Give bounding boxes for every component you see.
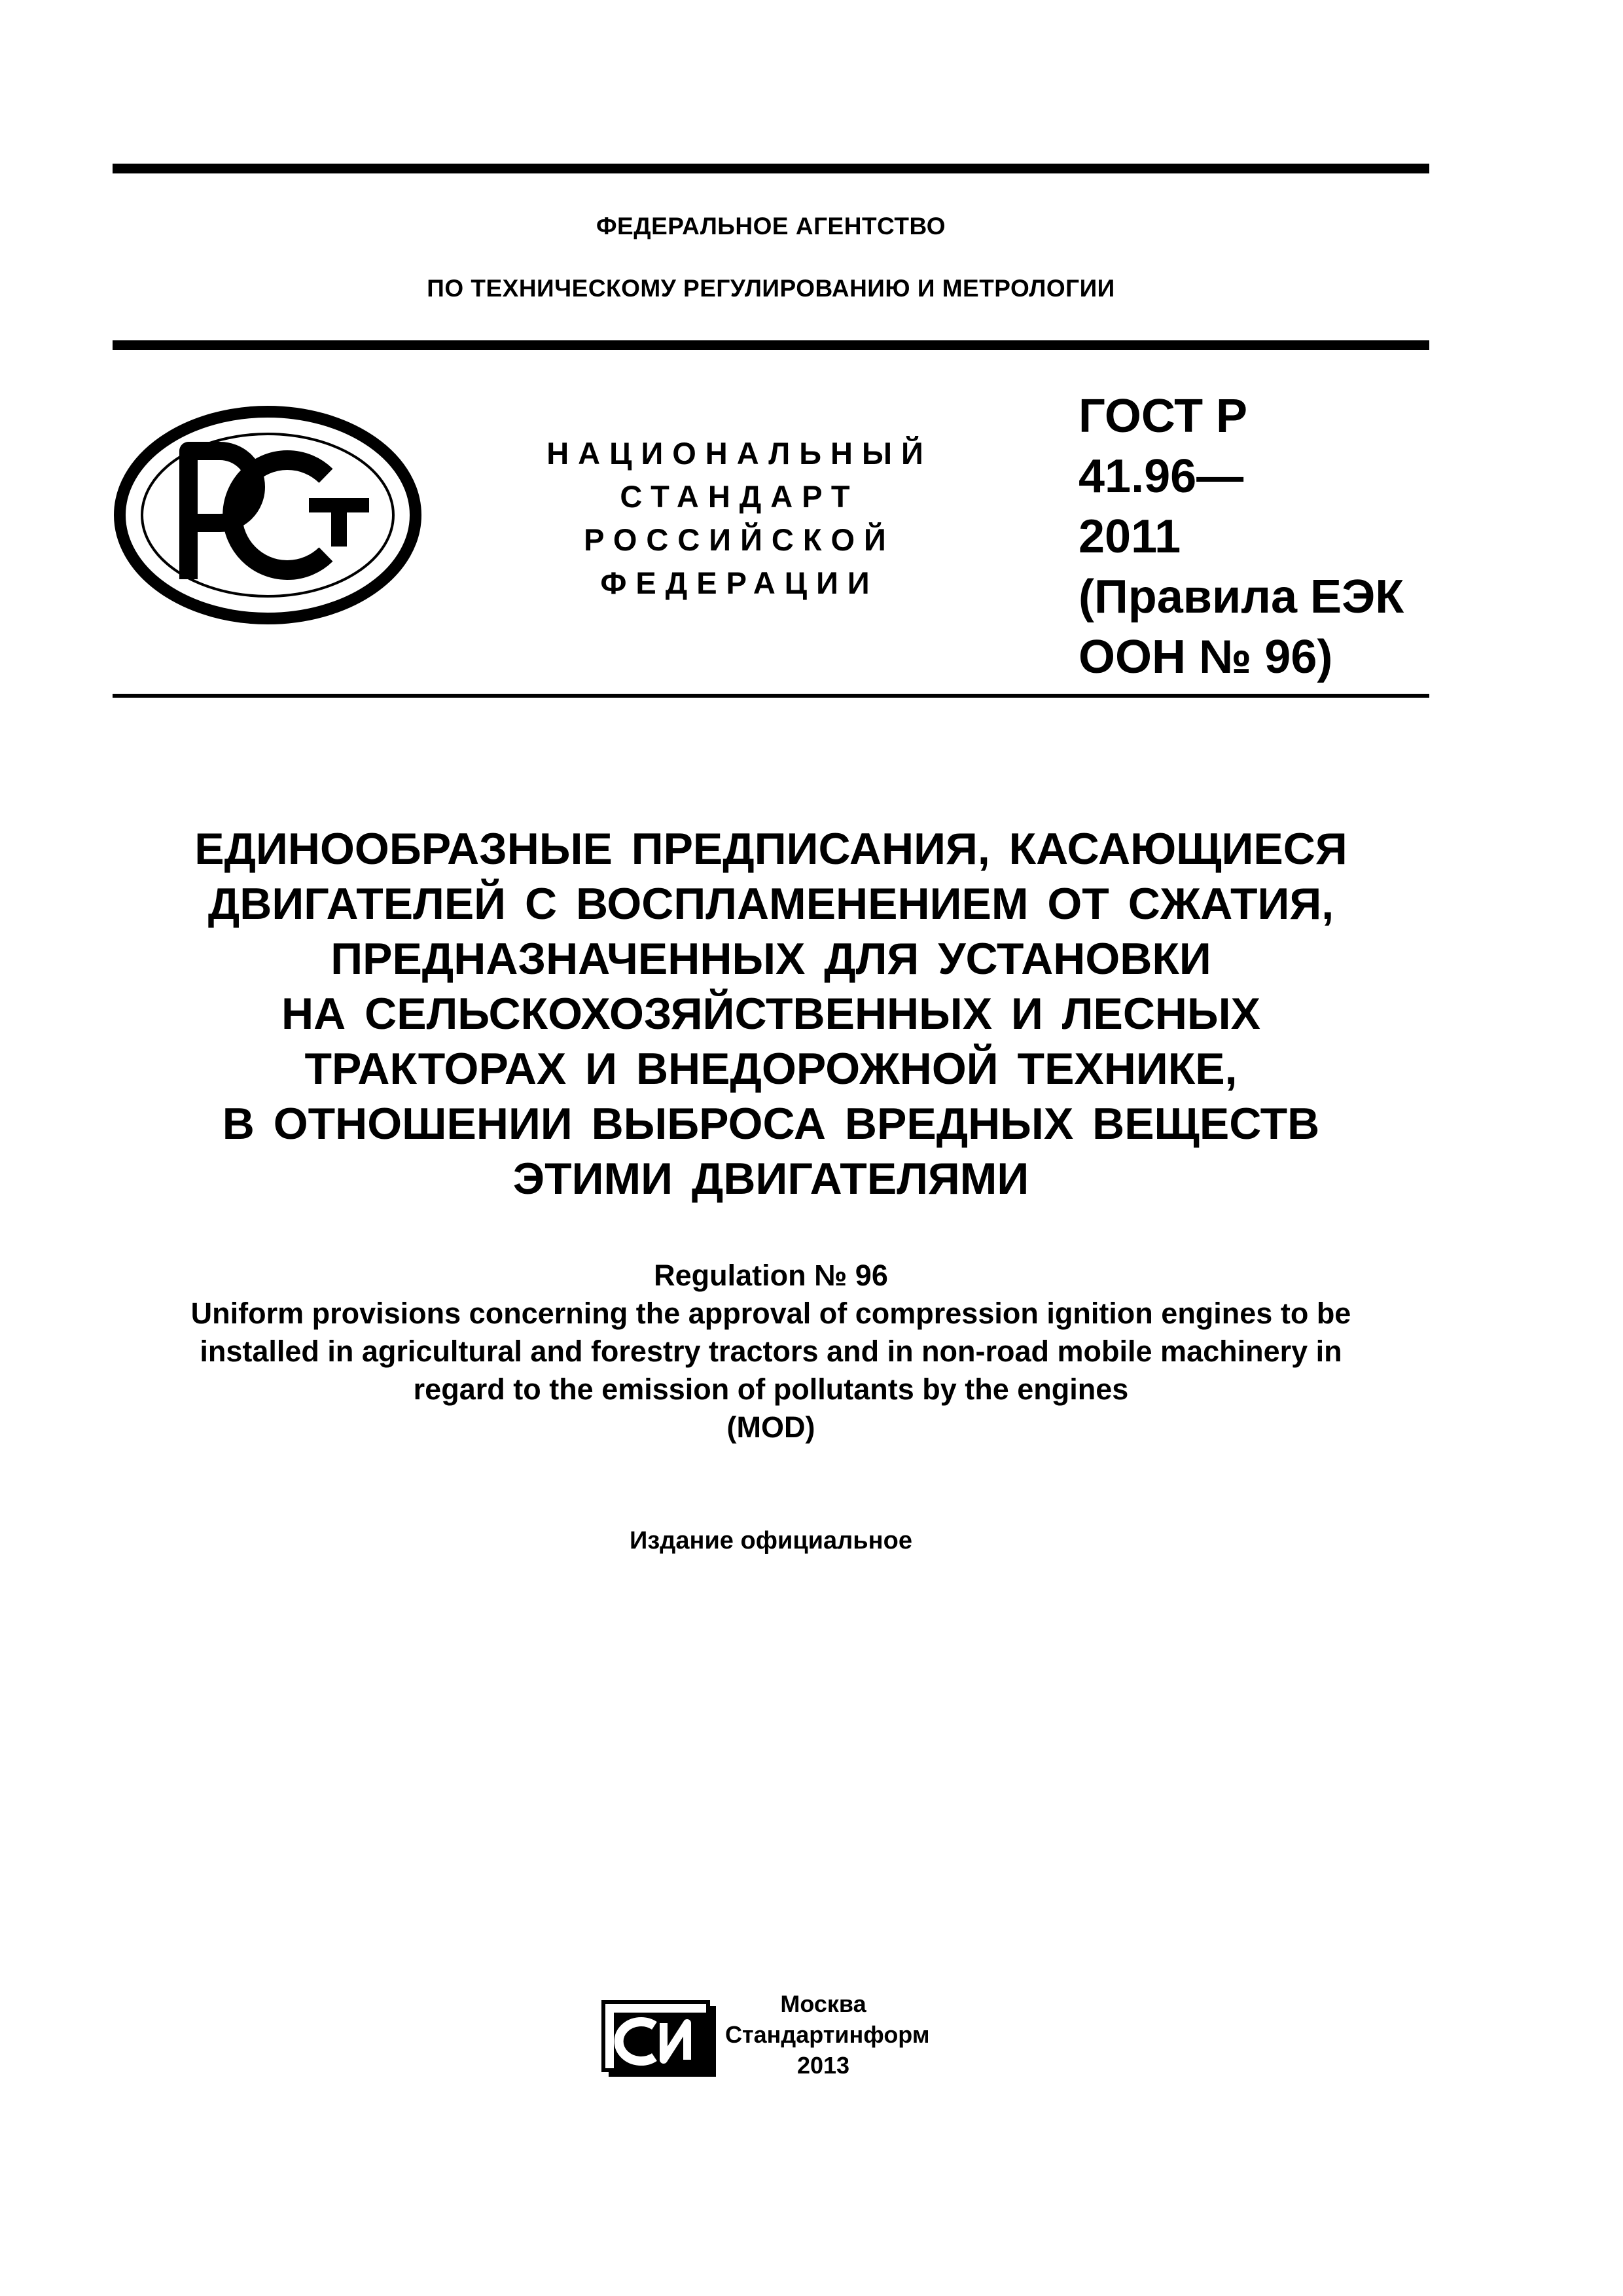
title-ru-line: В ОТНОШЕНИИ ВЫБРОСА ВРЕДНЫХ ВЕЩЕСТВ bbox=[222, 1099, 1320, 1149]
title-en-line: installed in agricultural and forestry tractors and in non-road mobile machinery in bbox=[200, 1335, 1342, 1368]
designation-line: ГОСТ Р bbox=[1079, 390, 1248, 442]
standartinform-logo-icon bbox=[601, 2000, 719, 2083]
header-rule bbox=[113, 340, 1429, 350]
title-ru-line: ПРЕДНАЗНАЧЕННЫХ ДЛЯ УСТАНОВКИ bbox=[330, 934, 1211, 984]
designation-line: 2011 bbox=[1079, 511, 1181, 563]
title-en-line: Uniform provisions concerning the approval of compression ignition engines to be bbox=[190, 1297, 1351, 1330]
emblem-letter-t bbox=[309, 498, 369, 547]
regulation-number: Regulation № 96 bbox=[654, 1259, 888, 1292]
title-ru-line: ЕДИНООБРАЗНЫЕ ПРЕДПИСАНИЯ, КАСАЮЩИЕСЯ bbox=[194, 824, 1347, 874]
designation-line: ООН № 96) bbox=[1079, 631, 1333, 683]
rst-emblem-icon bbox=[110, 403, 425, 628]
top-rule bbox=[113, 164, 1429, 173]
agency-line-2: ПО ТЕХНИЧЕСКОМУ РЕГУЛИРОВАНИЮ И МЕТРОЛОГИИ bbox=[427, 275, 1115, 302]
document-title-ru bbox=[113, 821, 1429, 1206]
national-standard-line: РОССИЙСКОЙ bbox=[584, 522, 895, 557]
title-ru-line: ДВИГАТЕЛЕЙ С ВОСПЛАМЕНЕНИЕМ ОТ СЖАТИЯ, bbox=[207, 879, 1334, 929]
national-standard-line: СТАНДАРТ bbox=[620, 479, 859, 514]
publisher-name: Стандартинформ bbox=[725, 2021, 930, 2048]
national-standard-line: ФЕДЕРАЦИИ bbox=[600, 565, 879, 600]
agency-line-1: ФЕДЕРАЛЬНОЕ АГЕНТСТВО bbox=[596, 213, 946, 240]
section-rule bbox=[113, 694, 1429, 698]
national-standard-line: НАЦИОНАЛЬНЫЙ bbox=[546, 436, 933, 471]
publisher-city: Москва bbox=[780, 1990, 866, 2017]
publication-year: 2013 bbox=[796, 2052, 850, 2079]
title-en-line: regard to the emission of pollutants by the engines bbox=[413, 1372, 1129, 1406]
title-ru-line: НА СЕЛЬСКОХОЗЯЙСТВЕННЫХ И ЛЕСНЫХ bbox=[281, 989, 1260, 1039]
designation-line: 41.96— bbox=[1079, 450, 1244, 503]
edition-label: Издание официальное bbox=[630, 1527, 912, 1554]
title-ru-line: ЭТИМИ ДВИГАТЕЛЯМИ bbox=[512, 1154, 1029, 1204]
standard-designation bbox=[1079, 386, 1425, 687]
publisher-imprint bbox=[725, 1988, 930, 2081]
document-title-en bbox=[113, 1257, 1429, 1446]
modification-mark: (MOD) bbox=[726, 1410, 815, 1444]
title-ru-line: ТРАКТОРАХ И ВНЕДОРОЖНОЙ ТЕХНИКЕ, bbox=[304, 1044, 1238, 1094]
national-standard-label bbox=[517, 432, 962, 605]
designation-line: (Правила ЕЭК bbox=[1079, 571, 1404, 623]
